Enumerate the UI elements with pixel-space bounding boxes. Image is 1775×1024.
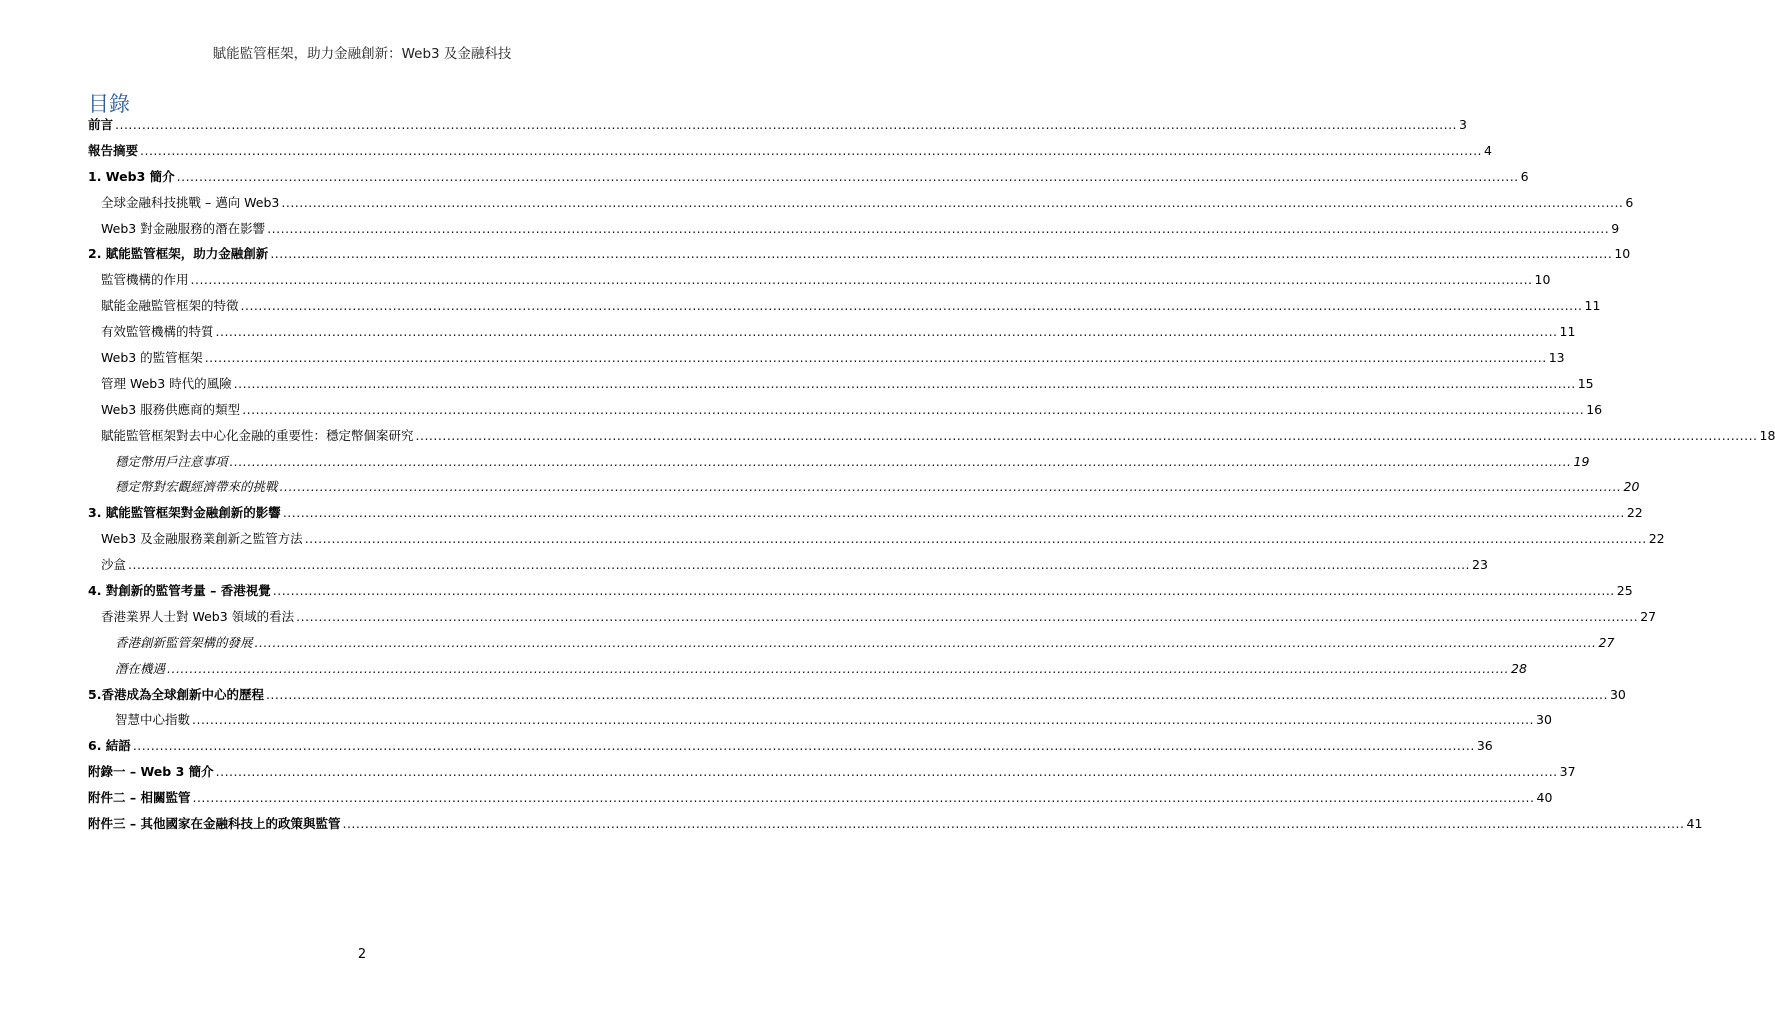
toc-entry-page: 10 bbox=[1534, 272, 1551, 288]
toc-entry-page: 16 bbox=[1586, 401, 1603, 417]
toc-entry-page: 11 bbox=[1559, 324, 1576, 340]
toc-entry[interactable] bbox=[88, 452, 1590, 478]
running-header: 賦能監管框架，助力金融創新：Web3 及金融科技 bbox=[212, 46, 512, 62]
toc-leader: ............................................................................................................................................................................................................................................................................................................ bbox=[128, 557, 1471, 573]
toc-entry-page: 15 bbox=[1577, 375, 1594, 391]
toc-leader: ............................................................................................................................................................................................................................................................................................................ bbox=[229, 453, 1572, 469]
toc-leader: ............................................................................................................................................................................................................................................................................................................ bbox=[192, 790, 1535, 806]
toc-entry[interactable] bbox=[88, 633, 1615, 659]
toc-entry[interactable] bbox=[88, 788, 1553, 814]
toc-leader: ............................................................................................................................................................................................................................................................................................................ bbox=[140, 142, 1483, 158]
toc-entry-page: 6 bbox=[1625, 194, 1634, 210]
toc-leader: ............................................................................................................................................................................................................................................................................................................ bbox=[265, 686, 1608, 702]
toc-leader: ............................................................................................................................................................................................................................................................................................................ bbox=[115, 117, 1458, 132]
toc-entry[interactable] bbox=[88, 607, 1657, 633]
toc-entry[interactable] bbox=[88, 529, 1665, 555]
toc-entry[interactable] bbox=[88, 400, 1603, 426]
toc-entry-title: 賦能監管框架對去中心化金融的重要性：穩定幣個案研究 bbox=[101, 427, 414, 443]
toc-entry[interactable] bbox=[88, 167, 1529, 193]
toc-leader: ............................................................................................................................................................................................................................................................................................................ bbox=[342, 816, 1685, 832]
toc-entry-page: 3 bbox=[1459, 117, 1467, 132]
toc-leader: ............................................................................................................................................................................................................................................................................................................ bbox=[240, 298, 1583, 314]
toc-leader: ............................................................................................................................................................................................................................................................................................................ bbox=[215, 764, 1558, 780]
toc-leader: ............................................................................................................................................................................................................................................................................................................ bbox=[192, 712, 1535, 728]
toc-entry-title: 6. 結語 bbox=[88, 738, 131, 754]
page-number: 2 bbox=[357, 947, 367, 962]
toc-entry-title: 前言 bbox=[88, 117, 114, 132]
toc-entry-page: 22 bbox=[1648, 531, 1665, 547]
toc-entry-page: 10 bbox=[1614, 246, 1631, 262]
toc-entry-page: 13 bbox=[1548, 350, 1565, 366]
toc-entry[interactable] bbox=[88, 348, 1565, 374]
toc-entry[interactable] bbox=[88, 503, 1643, 529]
toc-entry[interactable] bbox=[88, 270, 1551, 296]
toc-entry-page: 37 bbox=[1559, 764, 1576, 780]
toc-leader: ............................................................................................................................................................................................................................................................................................................ bbox=[272, 583, 1615, 599]
toc-leader: ............................................................................................................................................................................................................................................................................................................ bbox=[282, 505, 1625, 521]
toc-entry-page: 23 bbox=[1472, 557, 1488, 573]
toc-entry-title: Web3 的監管框架 bbox=[101, 350, 203, 366]
toc-entry[interactable] bbox=[88, 710, 1552, 736]
toc-entry[interactable] bbox=[88, 141, 1492, 167]
toc-entry[interactable] bbox=[88, 581, 1633, 607]
toc-entry-page: 20 bbox=[1623, 479, 1640, 495]
toc-entry[interactable] bbox=[88, 193, 1634, 219]
toc-leader: ............................................................................................................................................................................................................................................................................................................ bbox=[270, 246, 1613, 262]
toc-entry[interactable] bbox=[88, 426, 1775, 452]
toc-leader: ............................................................................................................................................................................................................................................................................................................ bbox=[296, 608, 1639, 624]
toc-entry-page: 40 bbox=[1536, 790, 1553, 806]
toc-entry-title: 香港創新監管架構的發展 bbox=[115, 634, 253, 650]
toc-leader: ............................................................................................................................................................................................................................................................................................................ bbox=[190, 272, 1533, 288]
toc-entry[interactable] bbox=[88, 115, 1467, 141]
toc-entry-title: 附件二 – 相關監管 bbox=[88, 790, 191, 806]
toc-leader: ............................................................................................................................................................................................................................................................................................................ bbox=[167, 660, 1510, 676]
toc-entry[interactable] bbox=[88, 322, 1576, 348]
toc-leader: ............................................................................................................................................................................................................................................................................................................ bbox=[215, 324, 1558, 340]
toc-entry-title: Web3 服務供應商的類型 bbox=[101, 401, 241, 417]
toc-entry-page: 25 bbox=[1616, 583, 1633, 599]
toc-entry[interactable] bbox=[88, 659, 1527, 685]
toc-entry-page: 19 bbox=[1573, 453, 1590, 469]
toc-entry-page: 6 bbox=[1520, 168, 1529, 184]
toc-entry-title: 香港業界人士對 Web3 領域的看法 bbox=[101, 608, 295, 624]
toc-entry[interactable] bbox=[88, 762, 1576, 788]
toc-entry-title: Web3 對金融服務的潛在影響 bbox=[101, 220, 266, 236]
toc-entry-title: 1. Web3 簡介 bbox=[88, 168, 175, 184]
toc-entry[interactable] bbox=[88, 477, 1640, 503]
toc-entry-page: 30 bbox=[1609, 686, 1626, 702]
toc-entry-title: 監管機構的作用 bbox=[101, 272, 189, 288]
toc-entry[interactable] bbox=[88, 244, 1631, 270]
toc-title: 目錄 bbox=[88, 92, 130, 116]
toc-entry-title: 智慧中心指數 bbox=[115, 712, 191, 728]
toc-leader: ............................................................................................................................................................................................................................................................................................................ bbox=[233, 375, 1576, 391]
toc-entry-page: 36 bbox=[1476, 738, 1493, 754]
toc-entry-title: 附件三 – 其他國家在金融科技上的政策與監管 bbox=[88, 816, 341, 832]
toc-entry[interactable] bbox=[88, 814, 1703, 840]
toc-entry-title: 穩定幣用戶注意事項 bbox=[115, 453, 228, 469]
toc-entry-title: 3. 賦能監管框架對金融創新的影響 bbox=[88, 505, 281, 521]
toc-entry-page: 9 bbox=[1611, 220, 1620, 236]
toc-leader: ............................................................................................................................................................................................................................................................................................................ bbox=[281, 194, 1624, 210]
table-of-contents bbox=[88, 115, 1775, 840]
toc-leader: ............................................................................................................................................................................................................................................................................................................ bbox=[204, 350, 1547, 366]
toc-leader: ............................................................................................................................................................................................................................................................................................................ bbox=[415, 427, 1758, 443]
toc-entry-title: 報告摘要 bbox=[88, 142, 139, 158]
toc-entry[interactable] bbox=[88, 736, 1493, 762]
toc-leader: ............................................................................................................................................................................................................................................................................................................ bbox=[254, 634, 1597, 650]
toc-entry-page: 22 bbox=[1626, 505, 1643, 521]
toc-entry[interactable] bbox=[88, 296, 1601, 322]
toc-leader: ............................................................................................................................................................................................................................................................................................................ bbox=[304, 531, 1647, 547]
toc-entry-page: 28 bbox=[1511, 660, 1527, 676]
toc-entry[interactable] bbox=[88, 374, 1594, 400]
toc-entry-title: 穩定幣對宏觀經濟帶來的挑戰 bbox=[115, 479, 278, 495]
toc-leader: ............................................................................................................................................................................................................................................................................................................ bbox=[176, 168, 1519, 184]
toc-entry-title: 管理 Web3 時代的風險 bbox=[101, 375, 232, 391]
toc-entry[interactable] bbox=[88, 555, 1488, 581]
toc-entry[interactable] bbox=[88, 219, 1620, 245]
toc-entry-title: 附錄一 – Web 3 簡介 bbox=[88, 764, 214, 780]
toc-entry[interactable] bbox=[88, 685, 1626, 711]
toc-entry-page: 27 bbox=[1598, 634, 1615, 650]
toc-entry-title: 潛在機遇 bbox=[115, 660, 166, 676]
toc-entry-title: Web3 及金融服務業創新之監管方法 bbox=[101, 531, 303, 547]
toc-entry-page: 11 bbox=[1584, 298, 1601, 314]
toc-leader: ............................................................................................................................................................................................................................................................................................................ bbox=[132, 738, 1475, 754]
toc-entry-title: 4. 對創新的監管考量 – 香港視覺 bbox=[88, 583, 271, 599]
toc-entry-title: 5.香港成為全球創新中心的歷程 bbox=[88, 686, 264, 702]
toc-entry-page: 30 bbox=[1536, 712, 1552, 728]
toc-entry-title: 2. 賦能監管框架，助力金融創新 bbox=[88, 246, 269, 262]
toc-entry-page: 27 bbox=[1640, 608, 1657, 624]
toc-entry-page: 18 bbox=[1759, 427, 1775, 443]
toc-entry-page: 41 bbox=[1686, 816, 1703, 832]
toc-leader: ............................................................................................................................................................................................................................................................................................................ bbox=[267, 220, 1610, 236]
toc-entry-title: 賦能金融監管框架的特徵 bbox=[101, 298, 239, 314]
toc-leader: ............................................................................................................................................................................................................................................................................................................ bbox=[279, 479, 1622, 495]
toc-entry-title: 有效監管機構的特質 bbox=[101, 324, 214, 340]
toc-entry-title: 全球金融科技挑戰 – 邁向 Web3 bbox=[101, 194, 280, 210]
toc-entry-page: 4 bbox=[1484, 142, 1492, 158]
toc-entry-title: 沙盒 bbox=[101, 557, 127, 573]
toc-leader: ............................................................................................................................................................................................................................................................................................................ bbox=[242, 401, 1585, 417]
